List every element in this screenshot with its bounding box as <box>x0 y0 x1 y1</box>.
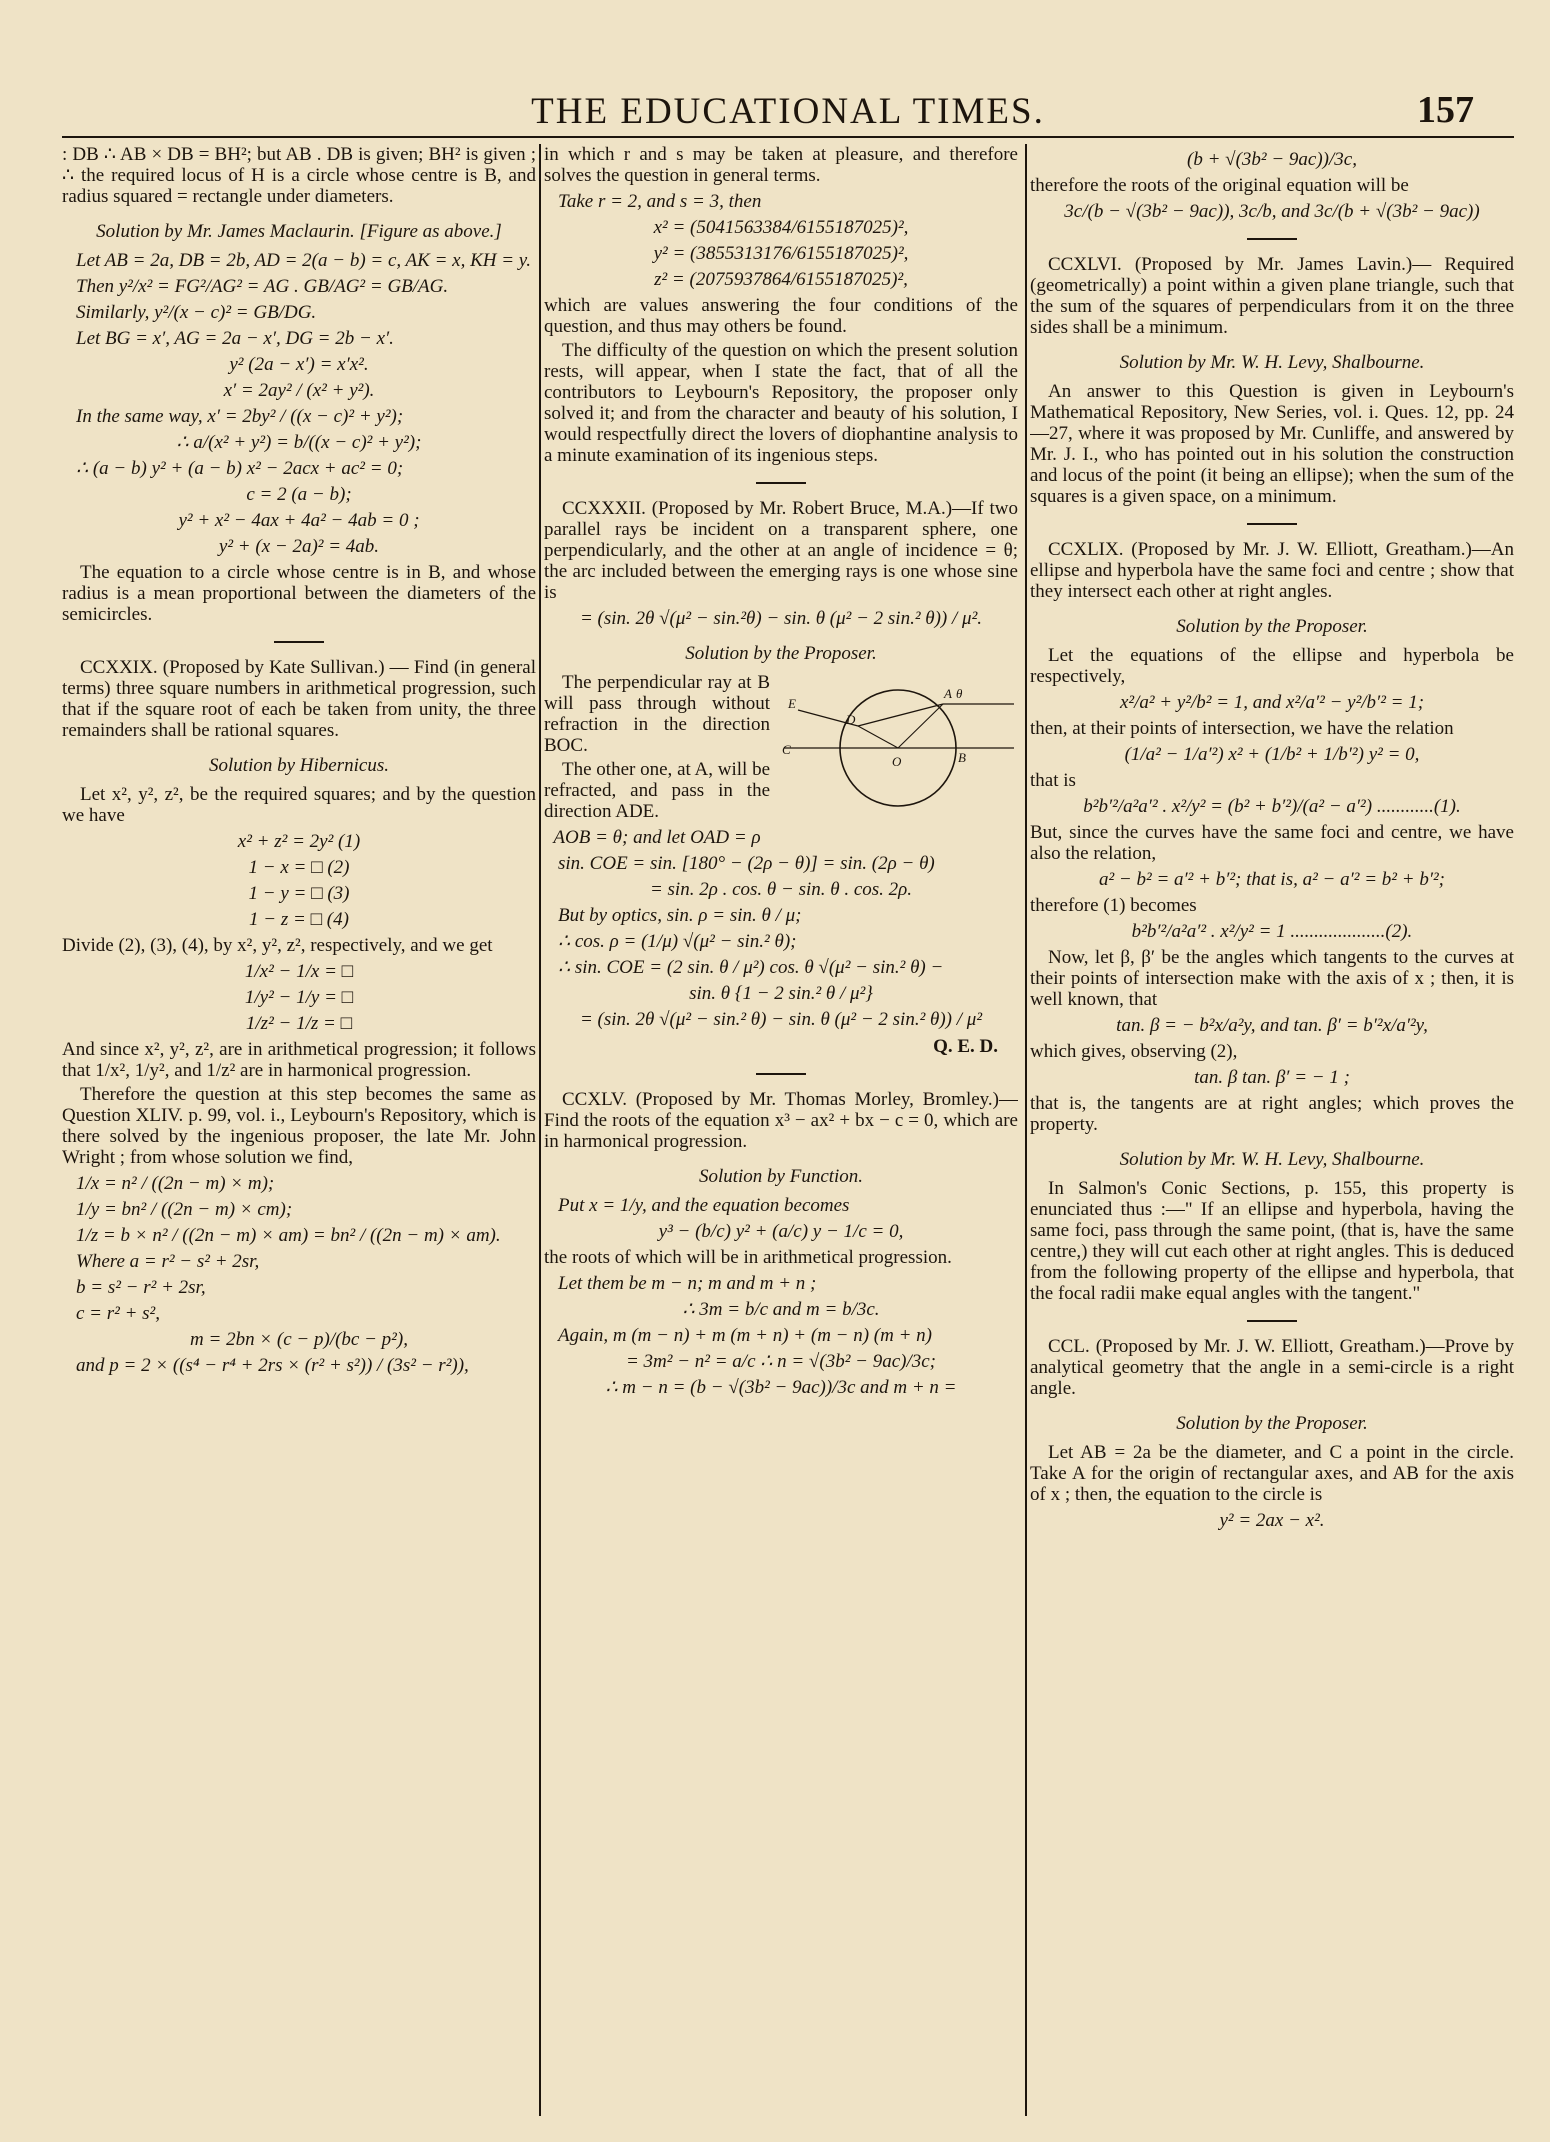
equation: c = 2 (a − b); <box>246 484 352 505</box>
question-paragraph: CCL. (Proposed by Mr. J. W. Elliott, Greatham.)—Prove by analytical geometry that the angle in a semi-circle is a right angle. <box>1030 1336 1514 1399</box>
separator-rule <box>1247 523 1297 525</box>
column-rule <box>1025 144 1027 2116</box>
text-columns <box>62 144 1514 2126</box>
refracted-ray <box>858 704 943 726</box>
equation: tan. β = − b²x/a²y, and tan. β′ = b′²x/a′²y, <box>1116 1015 1428 1036</box>
equation: Put x = 1/y, and the equation becomes <box>558 1195 850 1216</box>
separator-rule <box>1247 1320 1297 1322</box>
solution-heading: Solution by Mr. W. H. Levy, Shalbourne. <box>1119 352 1425 373</box>
separator-rule <box>756 482 806 484</box>
equation: y² = 2ax − x². <box>1219 1510 1325 1531</box>
equation: y² + (x − 2a)² = 4ab. <box>218 536 380 557</box>
equation: m = 2bn × (c − p)/(bc − p²), <box>190 1329 408 1350</box>
equation: 1/z = b × n² / ((2n − m) × am) = bn² / ((2n − m) × am). <box>76 1225 501 1246</box>
paragraph: then, at their points of intersection, we have the relation <box>1030 718 1454 739</box>
equation: (1/a² − 1/a′²) x² + (1/b² + 1/b′²) y² = 0, <box>1124 744 1420 765</box>
equation: ∴ a/(x² + y²) = b/((x − c)² + y²); <box>176 432 422 453</box>
label-o: O <box>892 754 902 769</box>
equation: a² − b² = a′² + b′²; that is, a² − a′² = b² + b′²; <box>1098 869 1445 890</box>
column-3 <box>1030 144 1514 2126</box>
paragraph: But, since the curves have the same foci and centre, we have also the relation, <box>1030 822 1514 864</box>
paragraph: therefore (1) becomes <box>1030 895 1197 916</box>
paragraph: which gives, observing (2), <box>1030 1041 1238 1062</box>
paragraph: Now, let β, β′ be the angles which tangents to the curves at their points of intersection make with the axis of x ; then, it is well known, that <box>1030 947 1514 1010</box>
solution-heading: Solution by Mr. James Maclaurin. [Figure as above.] <box>96 221 502 242</box>
equation: ∴ (a − b) y² + (a − b) x² − 2acx + ac² = 0; <box>76 458 404 479</box>
equation: ∴ cos. ρ = (1/μ) √(μ² − sin.² θ); <box>558 931 797 952</box>
equation: ∴ sin. COE = (2 sin. θ / μ²) cos. θ √(μ² − sin.² θ) − <box>558 957 944 978</box>
page-title: THE EDUCATIONAL TIMES. <box>531 91 1045 132</box>
equation: x² = (5041563384/6155187025)², <box>653 217 909 238</box>
question-paragraph: CCXXIX. (Proposed by Kate Sullivan.) — Find (in general terms) three square numbers in arithmetical progression, such that if the square root of each be taken from unity, the three remainders shall be rational squares. <box>62 657 536 741</box>
equation: (b + √(3b² − 9ac))/3c, <box>1187 149 1357 170</box>
column-1 <box>62 144 536 2126</box>
equation: ∴ 3m = b/c and m = b/3c. <box>682 1299 880 1320</box>
refraction-figure <box>778 676 1018 826</box>
paragraph: In Salmon's Conic Sections, p. 155, this property is enunciated thus :—" If an ellipse and hyperbola, having the same foci, pass through the same point, (that is, have the same centre,) they will cut each other at right angles. This is deduced from the following property of the ellipse and hyperbola, that the focal radii make equal angles with the tangent." <box>1030 1178 1514 1304</box>
equation: = (sin. 2θ √(μ² − sin.²θ) − sin. θ (μ² − 2 sin.² θ)) / μ². <box>579 608 983 629</box>
equation: b²b′²/a²a′² . x²/y² = (b² + b′²)/(a² − a′²) ............(1). <box>1083 796 1461 817</box>
equation: Take r = 2, and s = 3, then <box>558 191 762 212</box>
paragraph: which are values answering the four conditions of the question, and thus may others be found. <box>544 295 1018 337</box>
equation: 1/y = bn² / ((2n − m) × cm); <box>76 1199 293 1220</box>
newspaper-page <box>62 86 1514 2126</box>
equation: Where a = r² − s² + 2sr, <box>76 1251 260 1272</box>
equation: Let them be m − n; m and m + n ; <box>558 1273 817 1294</box>
question-paragraph: CCXLIX. (Proposed by Mr. J. W. Elliott, Greatham.)—An ellipse and hyperbola have the same foci and centre ; show that they intersect each other at right angles. <box>1030 539 1514 602</box>
equation: Then y²/x² = FG²/AG² = AG . GB/AG² = GB/AG. <box>76 276 449 297</box>
equation: and p = 2 × ((s⁴ − r⁴ + 2rs × (r² + s²)) / (3s² − r²)), <box>76 1355 469 1376</box>
separator-rule <box>1247 238 1297 240</box>
qed-mark: Q. E. D. <box>933 1036 998 1057</box>
question-paragraph: CCXLVI. (Proposed by Mr. James Lavin.)— Required (geometrically) a point within a given plane triangle, such that the sum of the squares of perpendiculars from it on the three sides shall be a minimum. <box>1030 254 1514 338</box>
page-header <box>62 86 1514 138</box>
paragraph: And since x², y², z², are in arithmetical progression; it follows that 1/x², 1/y², and 1/z² are in harmonical progression. <box>62 1039 536 1081</box>
equation: 1/z² − 1/z = □ <box>245 1013 353 1034</box>
equation: y² (2a − x′) = x′x². <box>229 354 369 375</box>
equation: 1/y² − 1/y = □ <box>244 987 354 1008</box>
separator-rule <box>756 1073 806 1075</box>
equation: Similarly, y²/(x − c)² = GB/DG. <box>76 302 317 323</box>
equation: = 3m² − n² = a/c ∴ n = √(3b² − 9ac)/3c; <box>625 1351 937 1372</box>
equation: 1 − z = □ (4) <box>249 909 349 930</box>
label-a: A <box>944 686 952 701</box>
solution-heading: Solution by Hibernicus. <box>209 755 389 776</box>
question-paragraph: CCXLV. (Proposed by Mr. Thomas Morley, Bromley.)—Find the roots of the equation x³ − ax² + bx − c = 0, which are in harmonical progression. <box>544 1089 1018 1152</box>
equation: c = r² + s², <box>76 1303 161 1324</box>
equation: sin. θ {1 − 2 sin.² θ / μ²} <box>689 983 873 1004</box>
paragraph: that is, the tangents are at right angles; which proves the property. <box>1030 1093 1514 1135</box>
column-rule <box>539 144 541 2116</box>
equation: y² + x² − 4ax + 4a² − 4ab = 0 ; <box>178 510 420 531</box>
solution-heading: Solution by Function. <box>698 1166 864 1187</box>
label-c: C <box>782 742 791 757</box>
equation: In the same way, x′ = 2by² / ((x − c)² + y²); <box>76 406 404 427</box>
solution-heading: Solution by the Proposer. <box>1176 616 1368 637</box>
equation: 1/x² − 1/x = □ <box>244 961 354 982</box>
paragraph: therefore the roots of the original equation will be <box>1030 175 1409 196</box>
page-number: 157 <box>1417 89 1474 131</box>
paragraph: Divide (2), (3), (4), by x², y², z², respectively, and we get <box>62 935 493 956</box>
paragraph: Let the equations of the ellipse and hyperbola be respectively, <box>1030 645 1514 687</box>
sphere-diagram <box>778 676 1018 826</box>
equation: 1 − y = □ (3) <box>248 883 350 904</box>
paragraph: The difficulty of the question on which the present solution rests, will appear, when I state the fact, that of all the contributors to Leybourn's Repository, the proposer only solved it; and from the character and beauty of his solution, I would respectfully direct the lovers of diophantine analysis to a minute examination of its ingenious steps. <box>544 340 1018 466</box>
equation: 1/x = n² / ((2n − m) × m); <box>76 1173 275 1194</box>
equation: sin. COE = sin. [180° − (2ρ − θ)] = sin. (2ρ − θ) <box>558 853 935 874</box>
label-theta: θ <box>956 686 963 701</box>
solution-heading: Solution by Mr. W. H. Levy, Shalbourne. <box>1119 1149 1425 1170</box>
equation: b²b′²/a²a′² . x²/y² = 1 ....................(2). <box>1131 921 1413 942</box>
paragraph: that is <box>1030 770 1076 791</box>
question-paragraph: CCXXXII. (Proposed by Mr. Robert Bruce, M.A.)—If two parallel rays be incident on a transparent sphere, one perpendicularly, and the other at an angle of incidence = θ; the arc included between the emerging rays is one whose sine is <box>544 498 1018 603</box>
paragraph: : DB ∴ AB × DB = BH²; but AB . DB is given; BH² is given ; ∴ the required locus of H is a circle whose centre is B, and radius squared = rectangle under diameters. <box>62 144 536 207</box>
equation: = sin. 2ρ . cos. θ − sin. θ . cos. 2ρ. <box>649 879 913 900</box>
paragraph: Let AB = 2a be the diameter, and C a point in the circle. Take A for the origin of rectangular axes, and AB for the axis of x ; then, the equation to the circle is <box>1030 1442 1514 1505</box>
equation: AOB = θ; and let OAD = ρ <box>553 827 761 848</box>
equation: 1 − x = □ (2) <box>248 857 350 878</box>
label-d: D <box>846 712 856 727</box>
solution-heading: Solution by the Proposer. <box>685 643 877 664</box>
label-b: B <box>958 750 966 765</box>
paragraph: An answer to this Question is given in Leybourn's Mathematical Repository, New Series, vol. i. Ques. 12, pp. 24—27, where it was proposed by Mr. Cunliffe, and answered by Mr. J. I., who has pointed out in his solution the construction and locus of the point (it being an ellipse); when the sum of the squares is a given space, on a minimum. <box>1030 381 1514 507</box>
label-e: E <box>788 696 796 711</box>
column-2 <box>544 144 1018 2126</box>
paragraph: Therefore the question at this step becomes the same as Question XLIV. p. 99, vol. i., Leybourn's Repository, which is there solved by the ingenious proposer, the late Mr. John Wright ; from whose solution we find, <box>62 1084 536 1168</box>
radius-oa <box>898 704 943 748</box>
equation: Let AB = 2a, DB = 2b, AD = 2(a − b) = c, AK = x, KH = y. <box>76 250 531 271</box>
equation: x²/a² + y²/b² = 1, and x²/a′² − y²/b′² = 1; <box>1119 692 1425 713</box>
paragraph: the roots of which will be in arithmetical progression. <box>544 1247 952 1268</box>
equation: x′ = 2ay² / (x² + y²). <box>223 380 375 401</box>
radius-od <box>858 726 898 748</box>
equation: tan. β tan. β′ = − 1 ; <box>1194 1067 1350 1088</box>
equation: z² = (2075937864/6155187025)², <box>654 269 908 290</box>
paragraph: The other one, at A, will be refracted, and pass in the direction ADE. <box>544 759 770 822</box>
equation: x² + z² = 2y² (1) <box>237 831 361 852</box>
equation: But by optics, sin. ρ = sin. θ / μ; <box>558 905 802 926</box>
paragraph: Let x², y², z², be the required squares; and by the question we have <box>62 784 536 826</box>
equation: ∴ m − n = (b − √(3b² − 9ac))/3c and m + n = <box>605 1377 957 1398</box>
solution-heading: Solution by the Proposer. <box>1176 1413 1368 1434</box>
equation: b = s² − r² + 2sr, <box>76 1277 206 1298</box>
paragraph: The equation to a circle whose centre is in B, and whose radius is a mean proportional between the diameters of the semicircles. <box>62 562 536 625</box>
equation: y² = (3855313176/6155187025)², <box>653 243 909 264</box>
separator-rule <box>274 641 324 643</box>
paragraph: in which r and s may be taken at pleasure, and therefore solves the question in general terms. <box>544 144 1018 186</box>
equation: y³ − (b/c) y² + (a/c) y − 1/c = 0, <box>658 1221 904 1242</box>
equation: Let BG = x′, AG = 2a − x′, DG = 2b − x′. <box>76 328 394 349</box>
paragraph: The perpendicular ray at B will pass through without refraction in the direction BOC. <box>544 672 770 756</box>
equation: 3c/(b − √(3b² − 9ac)), 3c/b, and 3c/(b + √(3b² − 9ac)) <box>1064 201 1480 222</box>
equation: = (sin. 2θ √(μ² − sin.² θ) − sin. θ (μ² − 2 sin.² θ)) / μ² <box>579 1009 983 1030</box>
equation: Again, m (m − n) + m (m + n) + (m − n) (m + n) <box>558 1325 933 1346</box>
